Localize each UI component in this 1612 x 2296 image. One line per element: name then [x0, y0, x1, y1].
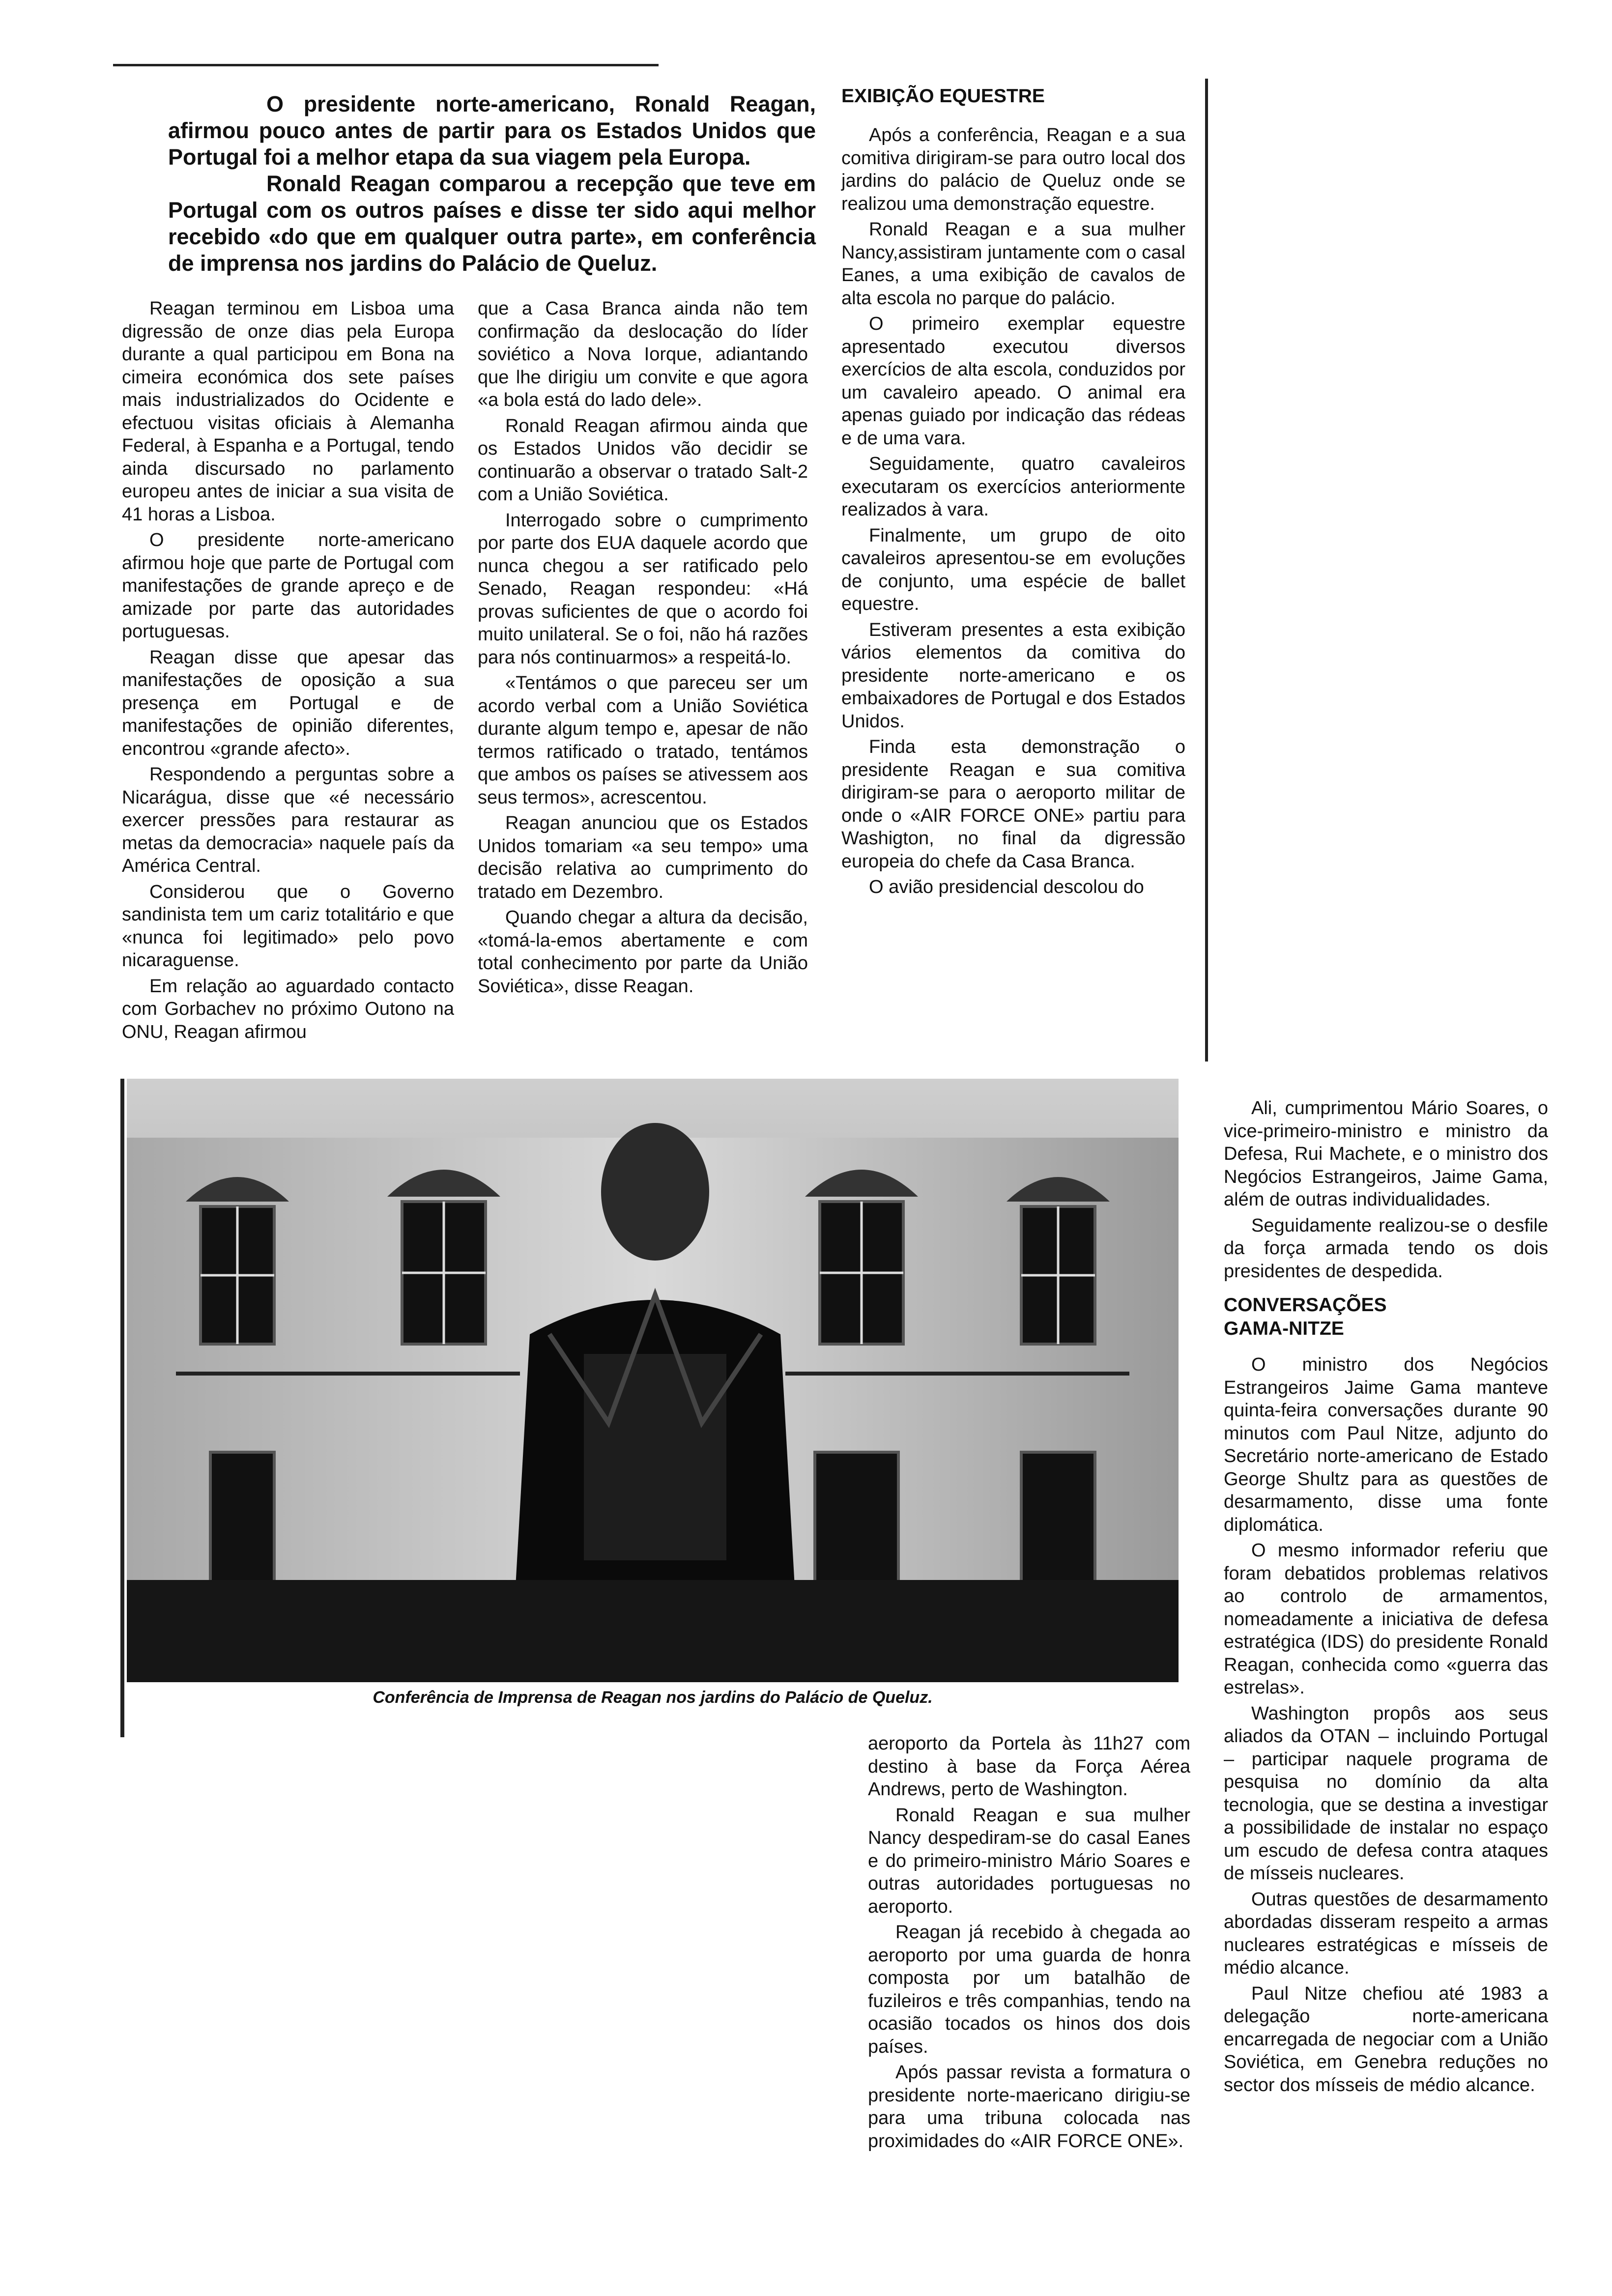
- paragraph: aeroporto da Portela às 11h27 com destino à base da Força Aérea Andrews, perto de Washington.: [868, 1733, 1190, 1800]
- paragraph: Após a conferência, Reagan e a sua comitiva dirigiram-se para outro local dos jardins do palácio de Queluz onde se realizou uma demonstração equestre.: [841, 125, 1185, 214]
- article-column-1: [122, 297, 454, 1046]
- top-rule: [113, 64, 659, 66]
- paragraph: Reagan anunciou que os Estados Unidos tomariam «a seu tempo» uma decisão relativa ao cumprimento do tratado em Dezembro.: [478, 813, 808, 902]
- article-column-5: [1224, 1097, 1548, 2099]
- paragraph: Paul Nitze chefiou até 1983 a delegação norte-americana encarregada de negociar com a União Soviética, em Genebra reduções no sector dos mísseis de médio alcance.: [1224, 1983, 1548, 2095]
- photo-caption: Conferência de Imprensa de Reagan nos jardins do Palácio de Queluz.: [373, 1688, 933, 1707]
- paragraph: Seguidamente, quatro cavaleiros executaram os exercícios anteriormente realizados à vara.: [841, 454, 1185, 520]
- paragraph: Ronald Reagan e sua mulher Nancy despediram-se do casal Eanes e do primeiro-ministro Mário Soares e outras autoridades portuguesas no aeroporto.: [868, 1805, 1190, 1917]
- paragraph: Reagan já recebido à chegada ao aeroporto por uma guarda de honra composta por um batalhão de fuzileiros e três companhias, tendo na ocasião tocados os hinos dos dois países.: [868, 1922, 1190, 2057]
- paragraph: Após passar revista a formatura o presidente norte-maericano dirigiu-se para uma tribuna colocada nas proximidades do «AIR FORCE ONE».: [868, 2062, 1190, 2152]
- paragraph: O presidente norte-americano afirmou hoje que parte de Portugal com manifestações de grande apreço e de amizade por parte das autoridades portuguesas.: [122, 530, 454, 642]
- photo-left-border: [120, 1079, 124, 1737]
- paragraph: Interrogado sobre o cumprimento por parte dos EUA daquele acordo que nunca chegou a ser ratificado pelo Senado, Reagan respondeu: «Há provas suficientes de que o acordo foi muito unilateral. Se o foi, não há razões para nós continuarmos» a respeitá-lo.: [478, 510, 808, 668]
- paragraph: Finalmente, um grupo de oito cavaleiros apresentou-se em evoluções de conjunto, uma espécie de ballet equestre.: [841, 525, 1185, 614]
- lead-paragraph-2: Ronald Reagan comparou a recepção que teve em Portugal com os outros países e disse ter sido aqui melhor recebido «do que em qualquer outra parte», em conferência de imprensa nos jardins do Palácio de Queluz.: [168, 171, 816, 276]
- paragraph: Washington propôs aos seus aliados da OTAN – incluindo Portugal – participar naquele programa de pesquisa no domínio da alta tecnologia, que se destina a investigar a possibilidade de instalar no espaço um escudo de defesa contra ataques de mísseis nucleares.: [1224, 1703, 1548, 1884]
- section-heading-gama-nitze: CONVERSAÇÕES GAMA-NITZE: [1224, 1294, 1387, 1339]
- section-heading-equestre: EXIBIÇÃO EQUESTRE: [841, 86, 1045, 107]
- article-column-3: [841, 85, 1185, 902]
- paragraph: Outras questões de desarmamento abordadas disseram respeito a armas nucleares estratégicas e mísseis de médio alcance.: [1224, 1889, 1548, 1978]
- photo-illustration: [127, 1079, 1179, 1682]
- lead-paragraph-1: O presidente norte-americano, Ronald Reagan, afirmou pouco antes de partir para os Estados Unidos que Portugal foi a melhor etapa da sua viagem pela Europa.: [168, 91, 816, 170]
- paragraph: O avião presidencial descolou do: [869, 877, 1144, 897]
- paragraph: «Tentámos o que pareceu ser um acordo verbal com a União Soviética durante algum tempo e, apesar de não termos ratificado o tratado, tentámos que ambos os países se ativessem aos seus termos», acrescentou.: [478, 673, 808, 808]
- paragraph: Respondendo a perguntas sobre a Nicarágua, disse que «é necessário exercer pressões para restaurar as metas da democracia» naquele país da América Central.: [122, 764, 454, 876]
- paragraph: Estiveram presentes a esta exibição vários elementos da comitiva do presidente norte-americano e os embaixadores de Portugal e dos Estados Unidos.: [841, 619, 1185, 732]
- lead-block: [168, 91, 816, 277]
- paragraph: que a Casa Branca ainda não tem confirmação da deslocação do líder soviético a Nova Iorque, adiantando que lhe dirigiu um convite e que agora «a bola está do lado dele».: [478, 298, 808, 410]
- press-conference-photo: [127, 1079, 1179, 1682]
- paragraph: O mesmo informador referiu que foram debatidos problemas relativos ao controlo de armamentos, nomeadamente a iniciativa de defesa estratégica (IDS) do presidente Ronald Reagan, conhecida como «guerra das estrelas».: [1224, 1540, 1548, 1698]
- paragraph: Ali, cumprimentou Mário Soares, o vice-primeiro-ministro e ministro da Defesa, Rui Machete, e o ministro dos Negócios Estrangeiros, Jaime Gama, além de outras individualidades.: [1224, 1098, 1548, 1210]
- paragraph: Em relação ao aguardado contacto com Gorbachev no próximo Outono na ONU, Reagan afirmou: [122, 976, 454, 1042]
- paragraph: Reagan disse que apesar das manifestações de oposição a sua presença em Portugal e de manifestações de opinião diferentes, encontrou «grande afecto».: [122, 647, 454, 759]
- column-divider: [1205, 79, 1208, 1062]
- article-column-4: [868, 1732, 1190, 2155]
- paragraph: Considerou que o Governo sandinista tem um cariz totalitário e que «nunca foi legitimado» pelo povo nicaraguense.: [122, 881, 454, 971]
- article-column-2: [478, 297, 808, 1001]
- paragraph: Quando chegar a altura da decisão, «tomá-la-emos abertamente e com total conhecimento por parte da União Soviética», disse Reagan.: [478, 907, 808, 997]
- paragraph: Ronald Reagan e a sua mulher Nancy,assistiram juntamente com o casal Eanes, a uma exibição de cavalos de alta escola no parque do palácio.: [841, 219, 1185, 309]
- paragraph: O primeiro exemplar equestre apresentado executou diversos exercícios de alta escola, conduzidos por um cavaleiro apeado. O animal era apenas guiado por indicação das rédeas e de uma vara.: [841, 314, 1185, 449]
- paragraph: Ronald Reagan afirmou ainda que os Estados Unidos vão decidir se continuarão a observar o tratado Salt-2 com a União Soviética.: [478, 415, 808, 505]
- paragraph: Finda esta demonstração o presidente Reagan e sua comitiva dirigiram-se para o aeroporto militar de onde o «AIR FORCE ONE» partiu para Washigton, no final da digressão europeia do chefe da Casa Branca.: [841, 737, 1185, 872]
- paragraph: Seguidamente realizou-se o desfile da força armada tendo os dois presidentes de despedida.: [1224, 1215, 1548, 1282]
- paragraph: O ministro dos Negócios Estrangeiros Jaime Gama manteve quinta-feira conversações durante 90 minutos com Paul Nitze, adjunto do Secretário norte-americano de Estado George Shultz para as questões de desarmamento, disse uma fonte diplomática.: [1224, 1354, 1548, 1535]
- paragraph: Reagan terminou em Lisboa uma digressão de onze dias pela Europa durante a qual participou em Bona na cimeira económica dos sete países mais industrializados do Ocidente e efectuou visitas oficiais à Alemanha Federal, à Espanha e a Portugal, tendo ainda discursado no parlamento europeu antes de iniciar a sua visita de 41 horas a Lisboa.: [122, 298, 454, 525]
